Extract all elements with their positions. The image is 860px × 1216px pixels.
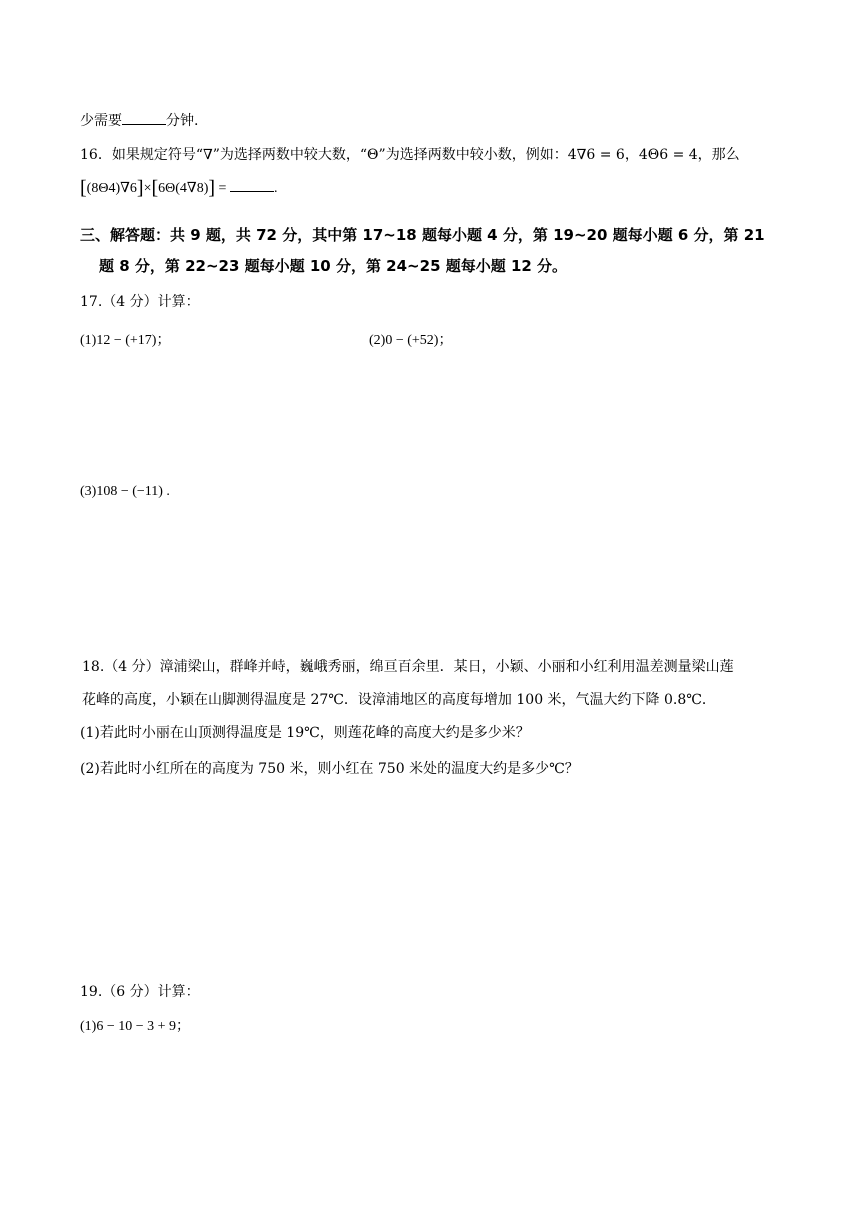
q19-title: 19.（6 分）计算： <box>80 984 200 1000</box>
q17-p1-label: (1) <box>80 333 97 348</box>
q15-prefix: 少需要 <box>80 113 122 129</box>
q17-p3-label: (3) <box>80 484 97 499</box>
q15-suffix: 分钟. <box>166 113 199 129</box>
q17-part1 <box>80 331 170 351</box>
q17-p2-expr: 0 − (+52)； <box>385 333 453 348</box>
section3-heading-line1: 三、解答题：共 9 题，共 72 分，其中第 17~18 题每小题 4 分，第 19~20 题每小题 6 分，第 21 <box>80 226 765 244</box>
q17-title: 17.（4 分）计算： <box>80 294 200 310</box>
q17-p1-expr: 12 − (+17)； <box>96 333 171 348</box>
q19-part1 <box>80 1017 190 1037</box>
q18-line2: 花峰的高度，小颖在山脚测得温度是 27℃．设漳浦地区的高度每增加 100 米，气温大约下降 0.8℃． <box>82 692 716 708</box>
q17-part2 <box>369 331 452 351</box>
q16-expression: [(8Θ4)∇6]×[6Θ(4∇8)] = . <box>80 177 278 199</box>
q17-p3-expr: 108 − (−11) . <box>96 484 170 499</box>
q16-equals: = <box>218 181 227 196</box>
q17-p2-label: (2) <box>369 333 386 348</box>
q15-answer-blank[interactable] <box>122 110 166 125</box>
q16-expr-part1: (8Θ4)∇6 <box>86 181 137 196</box>
q18-part2: (2)若此时小红所在的高度为 750 米，则小红在 750 米处的温度大约是多少℃？ <box>80 761 579 777</box>
q19-p1-label: (1) <box>80 1019 97 1034</box>
q16-times: × <box>143 181 152 196</box>
q16-end: . <box>273 181 278 196</box>
q17-part3 <box>80 482 170 502</box>
q16-expr-part2: 6Θ(4∇8) <box>158 181 209 196</box>
q18-line1: 18.（4 分）漳浦梁山，群峰并峙，巍峨秀丽，绵亘百余里．某日，小颖、小丽和小红利用温差测量梁山莲 <box>82 659 734 675</box>
section3-heading-line2: 题 8 分，第 22~23 题每小题 10 分，第 24~25 题每小题 12 分。 <box>99 257 568 275</box>
q16-text: 16．如果规定符号“∇”为选择两数中较大数，“Θ”为选择两数中较小数，例如：4∇6 = 6，4Θ6 = 4，那么 <box>80 147 740 163</box>
q18-part1: (1)若此时小丽在山顶测得温度是 19℃，则莲花峰的高度大约是多少米？ <box>80 725 530 741</box>
q19-p1-expr: 6 − 10 − 3 + 9； <box>96 1019 191 1034</box>
q16-answer-blank[interactable] <box>230 177 274 192</box>
q15-tail-line <box>80 110 198 131</box>
